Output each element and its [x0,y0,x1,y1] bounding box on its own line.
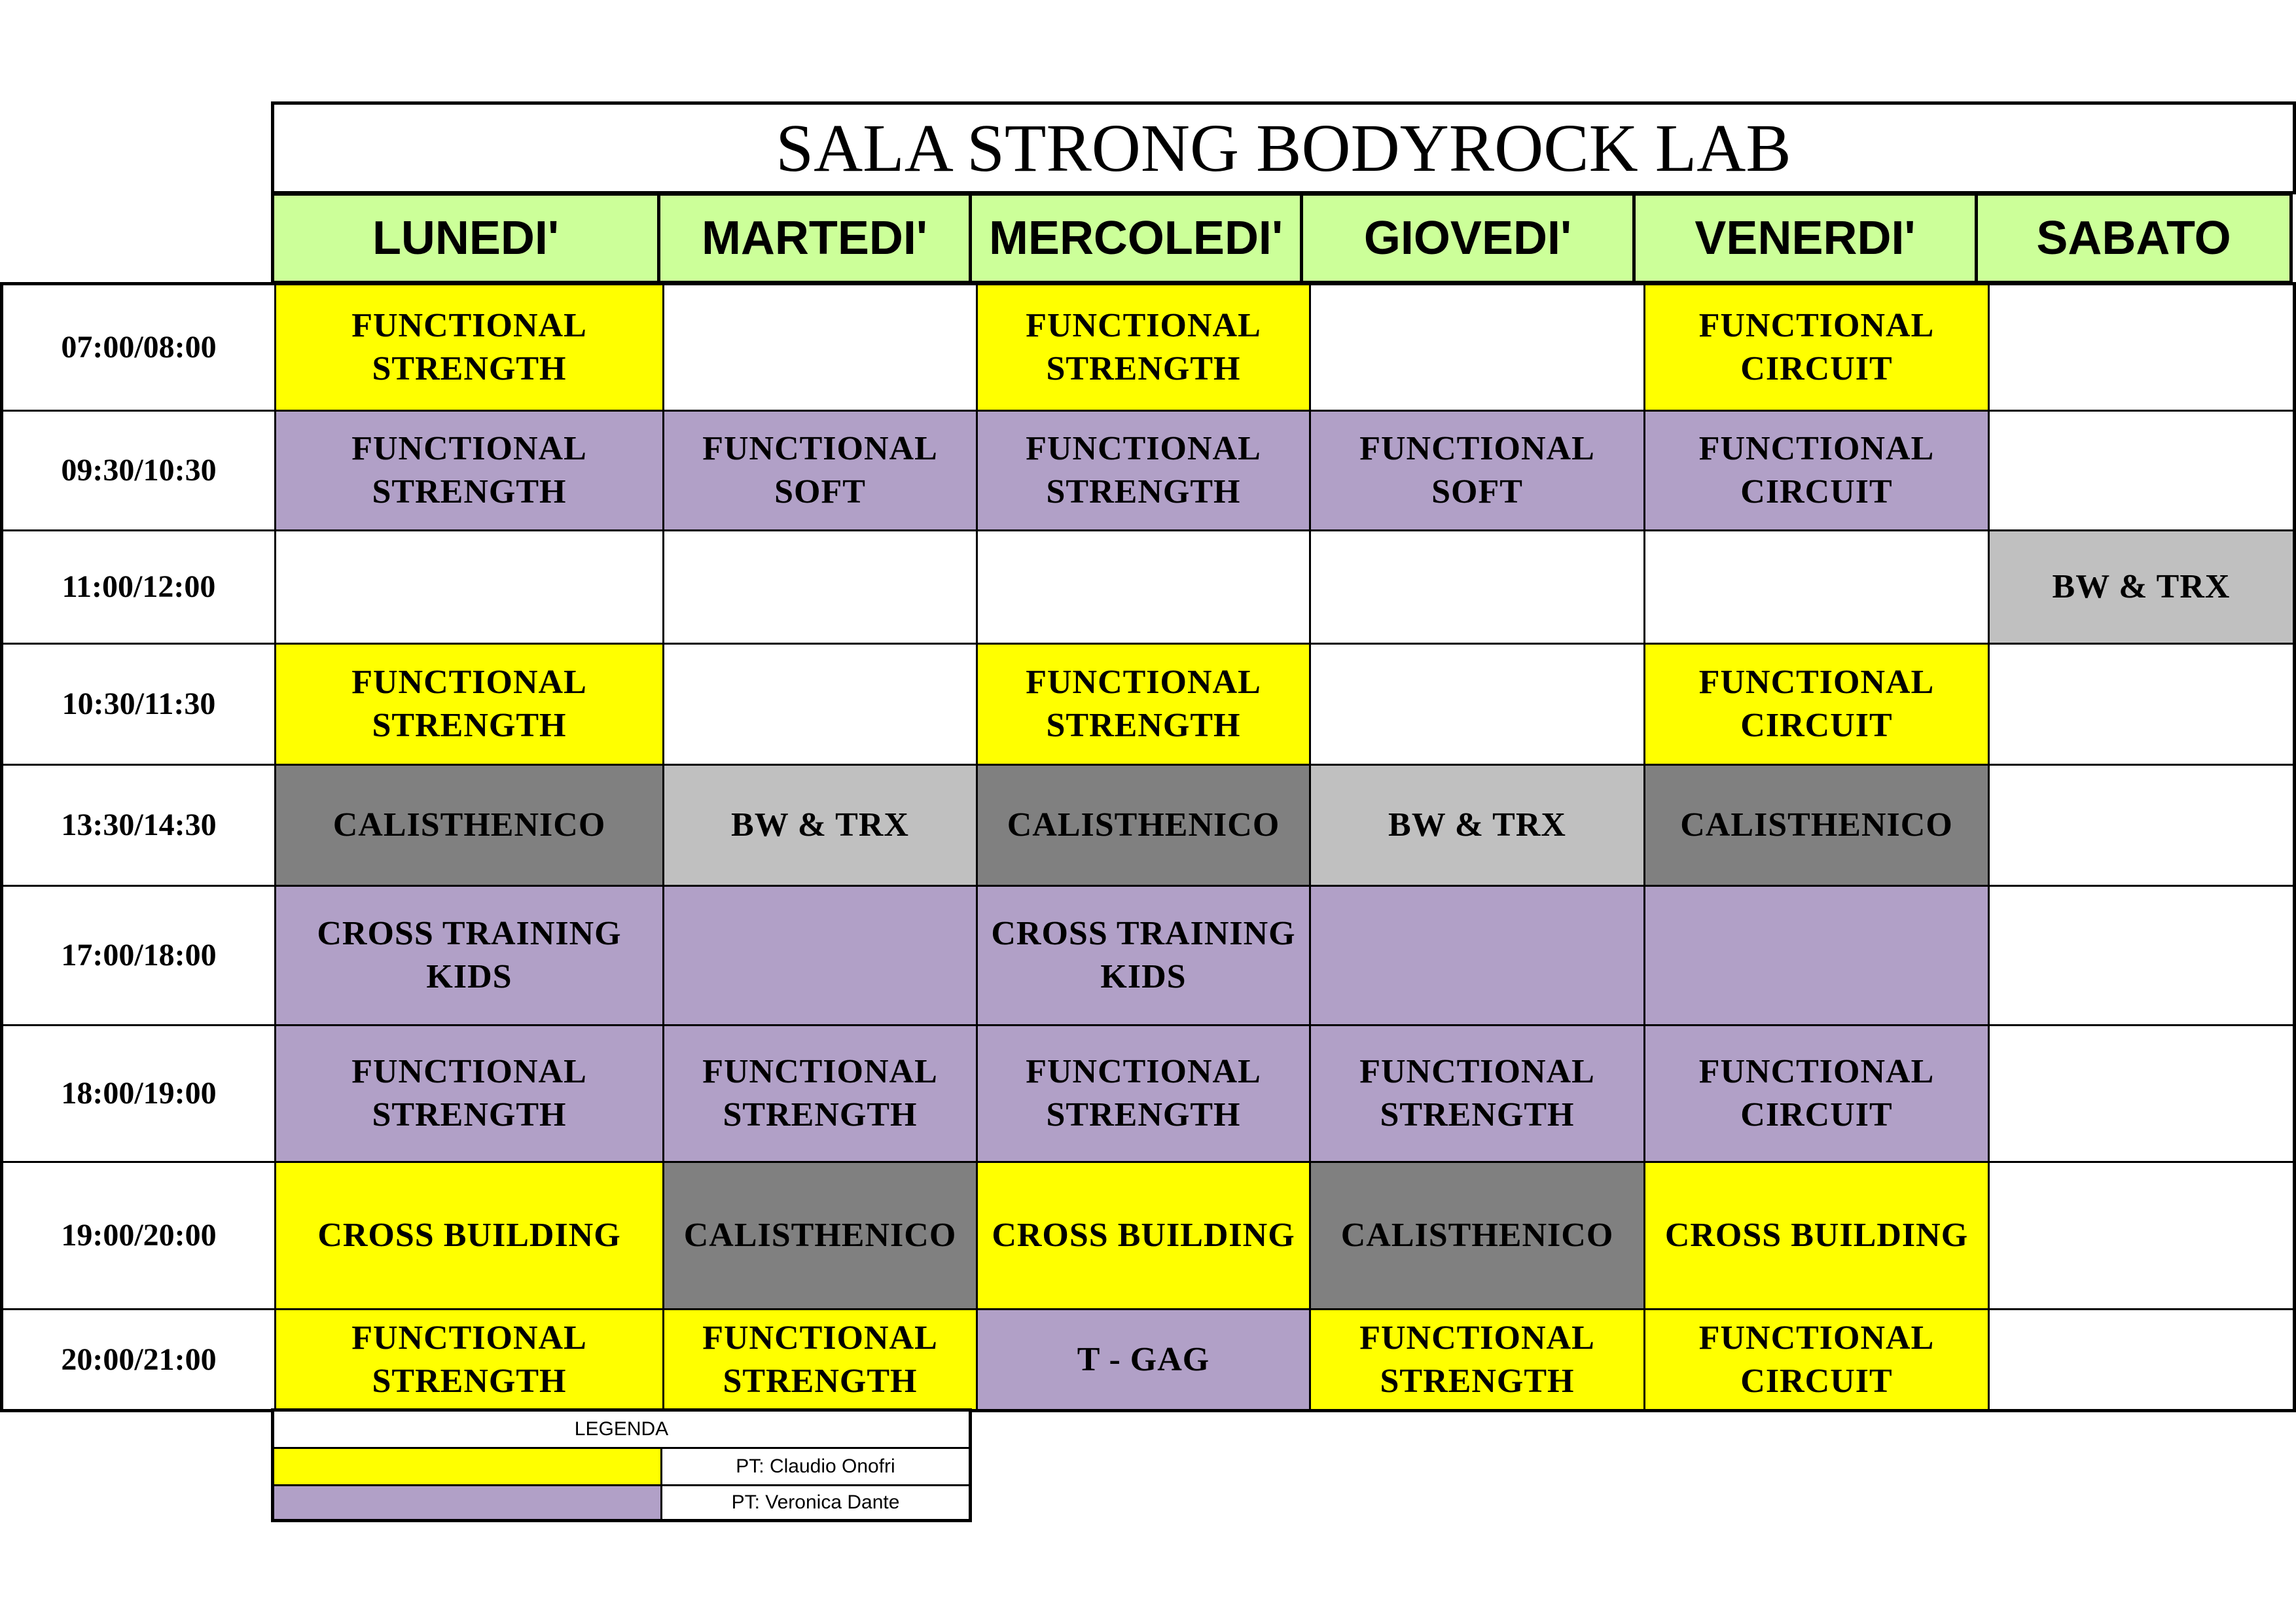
class-cell-wednesday: FUNCTIONAL STRENGTH [978,412,1309,529]
class-cell-saturday [1990,1163,2293,1308]
class-cell-wednesday: CROSS BUILDING [978,1163,1309,1308]
legend-title: LEGENDA [274,1412,969,1447]
class-cell-monday: CROSS TRAINING KIDS [276,887,662,1024]
class-cell-monday: FUNCTIONAL STRENGTH [276,645,662,764]
class-cell-wednesday: T - GAG [978,1310,1309,1409]
legend-swatch-yellow [274,1449,660,1484]
class-cell-friday: FUNCTIONAL CIRCUIT [1645,1310,1988,1409]
legend-label-veronica: PT: Veronica Dante [662,1486,969,1519]
day-header-saturday: SABATO [1975,192,2293,284]
legend-label-claudio: PT: Claudio Onofri [662,1449,969,1484]
class-cell-wednesday: CROSS TRAINING KIDS [978,887,1309,1024]
class-cell-monday: CROSS BUILDING [276,1163,662,1308]
class-cell-friday: CROSS BUILDING [1645,1163,1988,1308]
class-cell-friday: FUNCTIONAL CIRCUIT [1645,645,1988,764]
class-cell-saturday [1990,887,2293,1024]
class-cell-monday: FUNCTIONAL STRENGTH [276,1310,662,1409]
class-cell-monday: FUNCTIONAL STRENGTH [276,412,662,529]
class-cell-saturday [1990,766,2293,885]
class-cell-thursday [1311,645,1643,764]
class-cell-thursday: FUNCTIONAL STRENGTH [1311,1026,1643,1161]
time-slot-label: 10:30/11:30 [3,645,274,764]
class-cell-wednesday: FUNCTIONAL STRENGTH [978,285,1309,410]
schedule-title: SALA STRONG BODYROCK LAB [271,101,2296,194]
class-cell-friday: FUNCTIONAL CIRCUIT [1645,285,1988,410]
class-cell-friday [1645,887,1988,1024]
class-cell-tuesday [664,285,976,410]
class-cell-thursday [1311,531,1643,643]
class-cell-tuesday [664,531,976,643]
time-slot-label: 13:30/14:30 [3,766,274,885]
schedule-grid [0,282,2296,1412]
class-cell-friday: CALISTHENICO [1645,766,1988,885]
class-cell-friday [1645,531,1988,643]
class-cell-monday: CALISTHENICO [276,766,662,885]
class-cell-saturday: BW & TRX [1990,531,2293,643]
class-cell-tuesday: FUNCTIONAL SOFT [664,412,976,529]
time-slot-label: 19:00/20:00 [3,1163,274,1308]
class-cell-thursday: FUNCTIONAL STRENGTH [1311,1310,1643,1409]
legend [271,1408,972,1522]
class-cell-wednesday: FUNCTIONAL STRENGTH [978,645,1309,764]
class-cell-thursday [1311,887,1643,1024]
time-slot-label: 18:00/19:00 [3,1026,274,1161]
class-cell-thursday [1311,285,1643,410]
class-cell-saturday [1990,1310,2293,1409]
class-cell-thursday: CALISTHENICO [1311,1163,1643,1308]
day-header-friday: VENERDI' [1632,192,1978,284]
class-cell-saturday [1990,1026,2293,1161]
class-cell-tuesday [664,645,976,764]
class-cell-friday: FUNCTIONAL CIRCUIT [1645,1026,1988,1161]
day-header-wednesday: MERCOLEDI' [969,192,1303,284]
class-cell-tuesday: BW & TRX [664,766,976,885]
class-cell-wednesday: CALISTHENICO [978,766,1309,885]
class-cell-saturday [1990,645,2293,764]
class-cell-thursday: FUNCTIONAL SOFT [1311,412,1643,529]
time-slot-label: 07:00/08:00 [3,285,274,410]
class-cell-monday: FUNCTIONAL STRENGTH [276,1026,662,1161]
class-cell-monday: FUNCTIONAL STRENGTH [276,285,662,410]
class-cell-friday: FUNCTIONAL CIRCUIT [1645,412,1988,529]
class-cell-saturday [1990,412,2293,529]
time-slot-label: 11:00/12:00 [3,531,274,643]
class-cell-tuesday [664,887,976,1024]
class-cell-monday [276,531,662,643]
class-cell-thursday: BW & TRX [1311,766,1643,885]
time-slot-label: 09:30/10:30 [3,412,274,529]
day-header-row [271,192,2296,284]
class-cell-saturday [1990,285,2293,410]
class-cell-tuesday: CALISTHENICO [664,1163,976,1308]
class-cell-wednesday [978,531,1309,643]
legend-swatch-purple [274,1486,660,1519]
time-slot-label: 17:00/18:00 [3,887,274,1024]
day-header-tuesday: MARTEDI' [657,192,972,284]
day-header-monday: LUNEDI' [271,192,660,284]
class-cell-tuesday: FUNCTIONAL STRENGTH [664,1310,976,1409]
class-cell-wednesday: FUNCTIONAL STRENGTH [978,1026,1309,1161]
class-cell-tuesday: FUNCTIONAL STRENGTH [664,1026,976,1161]
day-header-thursday: GIOVEDI' [1300,192,1636,284]
time-slot-label: 20:00/21:00 [3,1310,274,1409]
